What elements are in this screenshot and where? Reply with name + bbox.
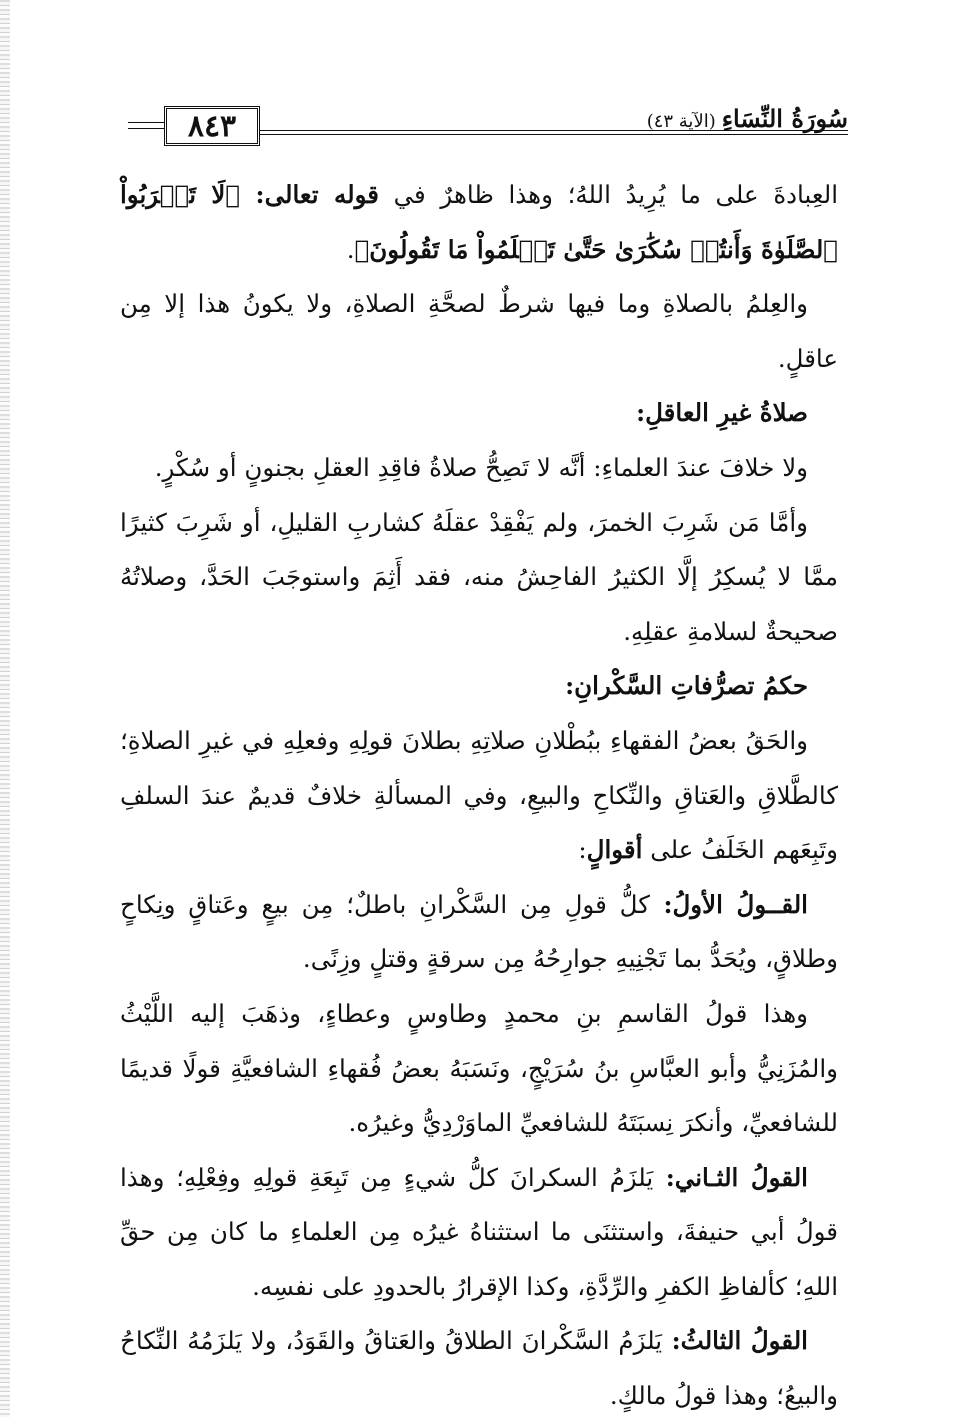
paragraph-7: والحَقُ بعضُ الفقهاءِ ببُطْلانِ صلاتِهِ بطلانَ قولِهِ وفعلِهِ في غيرِ الصلاةِ؛ كالطَّلاقِ والعَتاقِ والنِّكاحِ والبيعِ، وفي المسألةِ خلافٌ قديمٌ عندَ السلفِ وتَبِعَهم الخَلَفُ على أقوالٍ: bbox=[120, 725, 838, 865]
section-heading: صلاةُ غيرِ العاقلِ: bbox=[636, 398, 808, 428]
scan-edge bbox=[0, 0, 10, 1417]
header-rule-right-bottom bbox=[260, 134, 848, 135]
ayah-reference: (الآية ٤٣) bbox=[646, 111, 716, 132]
paragraph-1: العِبادةَ على ما يُرِيدُ اللهُ؛ وهذا ظاهرٌ في قوله تعالى: ﴿لَا تَقۡرَبُواْ ٱلصَّلَوٰةَ وَأَنتُمۡ سُكَٰرَىٰ حَتَّىٰ تَعۡلَمُواْ مَا تَقُولُونَ﴾. bbox=[120, 180, 839, 264]
opinion-label: القولُ الثـاني: bbox=[653, 1162, 808, 1192]
paragraph-2: والعِلمُ بالصلاةِ وما فيها شرطٌ لصحَّةِ الصلاةِ، ولا يكونُ هذا إلا مِن عاقلٍ. bbox=[120, 289, 838, 373]
page-header bbox=[128, 104, 848, 152]
header-rule-left-bottom bbox=[128, 128, 164, 129]
opinion-1: القــولُ الأولُ: كلُّ قولِ مِن السَّكْرانِ باطلٌ؛ مِن بيعٍ وعَتاقٍ ونِكاحٍ وطلاقٍ، ويُحَدُّ بما تَجْنِيهِ جوارِحُهُ مِن سرقةٍ وقتلٍ وزِنًى. bbox=[120, 889, 838, 974]
page-body bbox=[120, 168, 838, 1424]
paragraph-9: وهذا قولُ القاسمِ بنِ محمدٍ وطاوسٍ وعطاءٍ، وذهَبَ إليه اللَّيْثُ والمُزَنِيُّ وأبو العبَّاسِ بنُ سُرَيْجٍ، ونَسَبَهُ بعضُ فُقهاءِ الشافعيَّةِ قولًا قديمًا للشافعيِّ، وأنكرَ نِسبَتَهُ للشافعيِّ الماوَرْدِيُّ وغيرُه. bbox=[120, 998, 838, 1138]
header-rule-left-top bbox=[128, 122, 164, 123]
opinion-3: القولُ الثالثُ: يَلزَمُ السَّكْرانَ الطلاقُ والعَتاقُ والقَوَدُ، ولا يَلزَمُهُ النِّكاحُ والبيعُ؛ وهذا قولُ مالكٍ. bbox=[120, 1326, 838, 1411]
section-heading: حكمُ تصرُّفاتِ السَّكْرانِ: bbox=[565, 671, 808, 701]
opinion-2: القولُ الثـاني: يَلزَمُ السكرانَ كلُّ شيءٍ مِن تَبِعَةِ قولِهِ وفِعْلِهِ؛ وهذا قولُ أبي حنيفةَ، واستثنَى ما استثناهُ غيرُه مِن العلماءِ ما كان مِن حقِّ اللهِ؛ كألفاظِ الكفرِ والرِّدَّةِ، وكذا الإقرارُ بالحدودِ على نفسِه. bbox=[120, 1162, 838, 1301]
quote-intro: قوله تعالى: bbox=[240, 180, 379, 209]
opinion-label: القــولُ الأولُ: bbox=[649, 889, 808, 919]
opinion-label: القولُ الثالثُ: bbox=[662, 1326, 808, 1356]
surah-name: سُورَةُ النِّسَاءِ bbox=[721, 104, 848, 133]
paragraph-4: ولا خلافَ عندَ العلماءِ: أنَّه لا تَصِحُّ صلاةُ فاقِدِ العقلِ بجنونٍ أو سُكْرٍ. bbox=[154, 452, 808, 482]
paragraph-5: وأمَّا مَن شَرِبَ الخمرَ، ولم يَفْقِدْ عقلَهُ كشاربِ القليلِ، أو شَرِبَ كثيرًا ممَّا لا يُسكِرُ إلَّا الكثيرُ الفاحِشُ منه، فقد أَثِمَ واستوجَبَ الحَدَّ، وصلاتُهُ صحيحةٌ لسلامةِ عقلِهِ. bbox=[120, 507, 838, 646]
quran-verse: ﴿لَا تَقۡرَبُواْ ٱلصَّلَوٰةَ وَأَنتُمۡ سُكَٰرَىٰ حَتَّىٰ تَعۡلَمُواْ مَا تَقُولُونَ﴾ bbox=[120, 180, 838, 264]
page-number: ٨٤٣ bbox=[164, 106, 260, 146]
bold-term: أقوالٍ bbox=[586, 835, 643, 865]
surah-title bbox=[647, 104, 848, 133]
